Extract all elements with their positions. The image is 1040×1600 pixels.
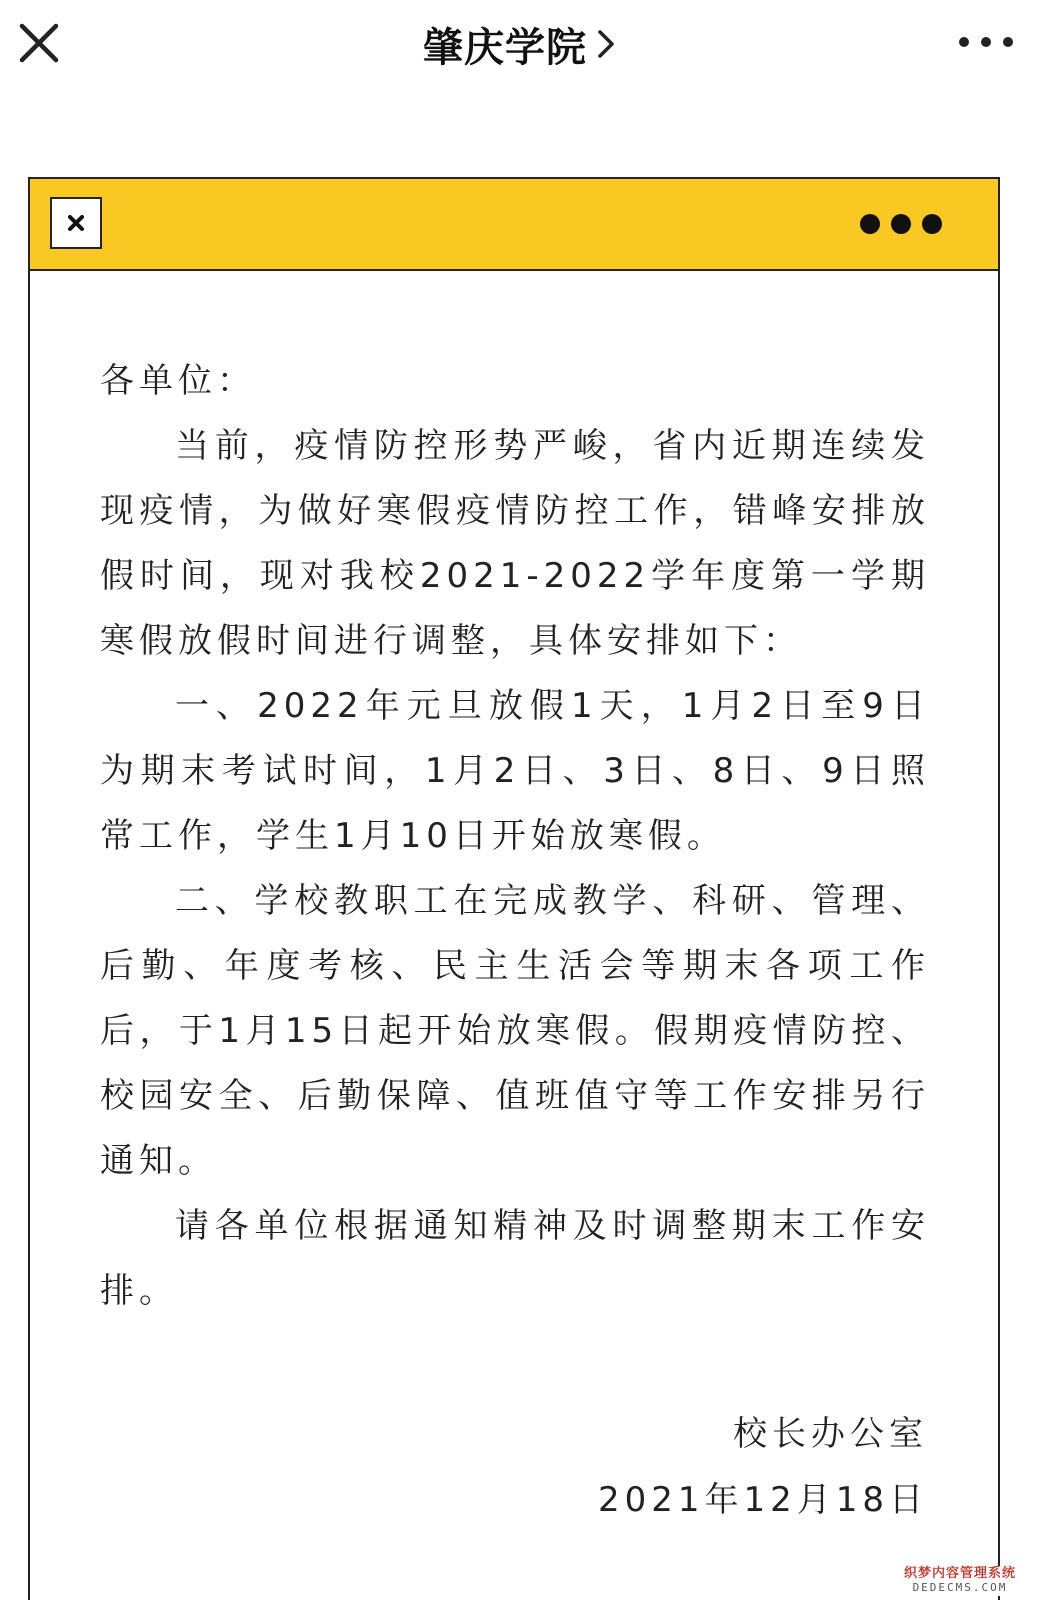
card-more-button[interactable] <box>856 209 946 239</box>
site-watermark <box>902 1566 1018 1596</box>
card-close-button[interactable] <box>50 197 102 249</box>
notice-paragraph: 一、2022年元旦放假1天，1月2日至9日为期末考试时间，1月2日、3日、8日、9日照常工作，学生1月10日开始放寒假。 <box>100 686 930 856</box>
nav-close-button[interactable] <box>14 12 70 68</box>
notice-signature: 校长办公室 <box>733 1414 928 1454</box>
watermark-cn: 织梦内容管理系统 <box>903 1566 1016 1581</box>
notice-body <box>100 349 930 1324</box>
top-nav-bar <box>0 0 1040 90</box>
watermark-en: DEDECMS.COM <box>912 1581 1008 1594</box>
nav-title-container <box>0 0 1040 88</box>
notice-signature-block <box>598 1401 928 1533</box>
close-icon <box>14 12 70 68</box>
chevron-right-icon <box>595 27 617 61</box>
notice-date: 2021年12月18日 <box>597 1480 928 1520</box>
notice-paragraph: 当前，疫情防控形势严峻，省内近期连续发现疫情，为做好寒假疫情防控工作，错峰安排放假时间，现对我校2021-2022学年度第一学期寒假放假时间进行调整，具体安排如下： <box>100 426 930 661</box>
more-horizontal-icon <box>856 209 946 239</box>
nav-more-button[interactable] <box>954 18 1018 66</box>
account-title-link[interactable] <box>423 16 617 73</box>
more-horizontal-icon <box>954 18 1018 66</box>
notice-card-header <box>30 179 998 271</box>
notice-salutation: 各单位： <box>100 361 256 401</box>
notice-paragraph: 二、学校教职工在完成教学、科研、管理、后勤、年度考核、民主生活会等期末各项工作后，于1月15日起开始放寒假。假期疫情防控、校园安全、后勤保障、值班值守等工作安排另行通知。 <box>100 881 930 1181</box>
notice-card <box>28 177 1000 1600</box>
account-title: 肇庆学院 <box>423 24 587 71</box>
notice-paragraph: 请各单位根据通知精神及时调整期末工作安排。 <box>100 1206 930 1311</box>
close-icon <box>64 211 88 235</box>
